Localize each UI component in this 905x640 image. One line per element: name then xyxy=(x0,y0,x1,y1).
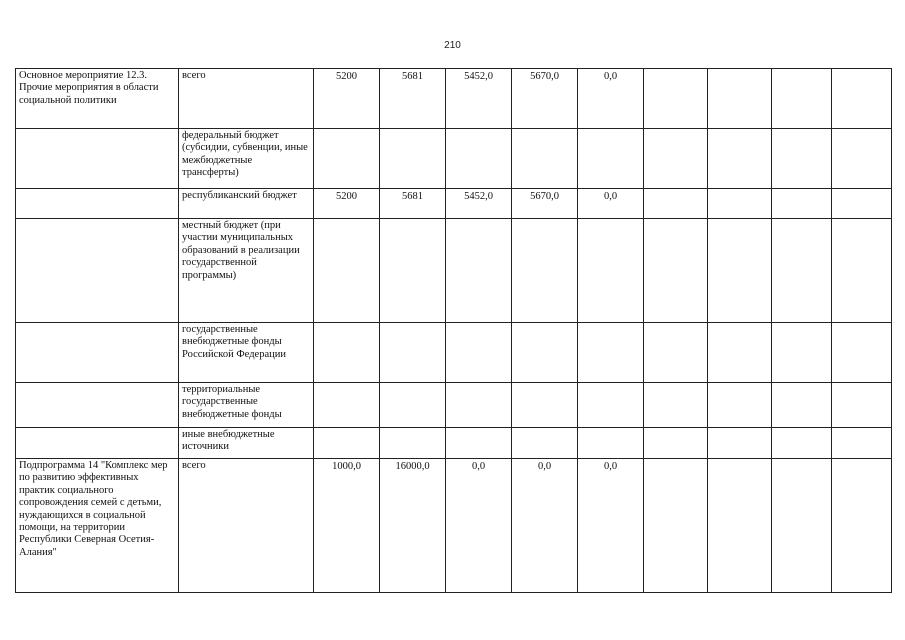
value-cell: 5452,0 xyxy=(446,189,512,219)
funding-source-cell: республиканский бюджет xyxy=(179,189,314,219)
program-name-cell xyxy=(16,129,179,189)
value-cell xyxy=(644,428,708,459)
table-row xyxy=(16,383,892,428)
value-cell: 1000,0 xyxy=(314,459,380,593)
value-cell xyxy=(380,129,446,189)
table-row xyxy=(16,428,892,459)
budget-table xyxy=(15,68,892,593)
value-cell xyxy=(644,69,708,129)
value-cell xyxy=(708,219,772,323)
value-cell xyxy=(446,129,512,189)
value-cell xyxy=(832,69,892,129)
value-cell xyxy=(446,383,512,428)
table-row xyxy=(16,129,892,189)
value-cell xyxy=(644,323,708,383)
value-cell xyxy=(512,428,578,459)
value-cell xyxy=(644,129,708,189)
value-cell xyxy=(512,219,578,323)
value-cell: 5670,0 xyxy=(512,69,578,129)
value-cell xyxy=(314,323,380,383)
funding-source-cell: иные внебюджетные источники xyxy=(179,428,314,459)
value-cell xyxy=(772,428,832,459)
value-cell xyxy=(772,323,832,383)
value-cell: 5681 xyxy=(380,69,446,129)
value-cell xyxy=(644,459,708,593)
value-cell xyxy=(380,323,446,383)
value-cell xyxy=(644,189,708,219)
value-cell xyxy=(380,383,446,428)
table-row xyxy=(16,219,892,323)
funding-source-cell: всего xyxy=(179,69,314,129)
value-cell xyxy=(708,129,772,189)
value-cell xyxy=(578,383,644,428)
program-name-cell xyxy=(16,219,179,323)
program-name-cell: Подпрограмма 14 "Комплекс мер по развитию эффективных практик социального сопровождения семей с детьми, нуждающихся в социальной помощи, на территории Республики Северная Осетия-Алания" xyxy=(16,459,179,593)
value-cell xyxy=(578,129,644,189)
value-cell xyxy=(512,383,578,428)
value-cell xyxy=(708,323,772,383)
value-cell xyxy=(772,219,832,323)
value-cell: 0,0 xyxy=(512,459,578,593)
value-cell xyxy=(772,69,832,129)
value-cell xyxy=(314,428,380,459)
value-cell xyxy=(644,219,708,323)
value-cell xyxy=(832,323,892,383)
value-cell xyxy=(832,428,892,459)
funding-source-cell: государственные внебюджетные фонды Российской Федерации xyxy=(179,323,314,383)
value-cell xyxy=(446,219,512,323)
funding-source-cell: местный бюджет (при участии муниципальных образований в реализации государственной программы) xyxy=(179,219,314,323)
value-cell xyxy=(380,219,446,323)
table-row xyxy=(16,189,892,219)
value-cell xyxy=(446,428,512,459)
value-cell: 5670,0 xyxy=(512,189,578,219)
value-cell xyxy=(314,219,380,323)
value-cell xyxy=(708,428,772,459)
value-cell xyxy=(772,189,832,219)
value-cell xyxy=(832,459,892,593)
value-cell: 5200 xyxy=(314,69,380,129)
value-cell xyxy=(578,428,644,459)
value-cell xyxy=(708,189,772,219)
value-cell xyxy=(446,323,512,383)
page-number: 210 xyxy=(444,40,461,51)
value-cell: 0,0 xyxy=(578,459,644,593)
value-cell xyxy=(314,129,380,189)
table-row xyxy=(16,323,892,383)
funding-source-cell: территориальные государственные внебюджетные фонды xyxy=(179,383,314,428)
program-name-cell xyxy=(16,383,179,428)
value-cell xyxy=(772,383,832,428)
value-cell xyxy=(708,459,772,593)
value-cell xyxy=(832,219,892,323)
value-cell: 0,0 xyxy=(446,459,512,593)
value-cell: 5452,0 xyxy=(446,69,512,129)
value-cell xyxy=(512,129,578,189)
program-name-cell xyxy=(16,428,179,459)
value-cell: 5681 xyxy=(380,189,446,219)
value-cell xyxy=(708,69,772,129)
value-cell xyxy=(578,323,644,383)
value-cell xyxy=(832,383,892,428)
table-row xyxy=(16,459,892,593)
funding-source-cell: федеральный бюджет (субсидии, субвенции, иные межбюджетные трансферты) xyxy=(179,129,314,189)
value-cell xyxy=(708,383,772,428)
value-cell xyxy=(772,459,832,593)
value-cell xyxy=(380,428,446,459)
program-name-cell: Основное мероприятие 12.3. Прочие мероприятия в области социальной политики xyxy=(16,69,179,129)
value-cell xyxy=(578,219,644,323)
value-cell: 16000,0 xyxy=(380,459,446,593)
value-cell xyxy=(832,189,892,219)
program-name-cell xyxy=(16,323,179,383)
value-cell: 0,0 xyxy=(578,189,644,219)
program-name-cell xyxy=(16,189,179,219)
funding-source-cell: всего xyxy=(179,459,314,593)
value-cell xyxy=(832,129,892,189)
table-row xyxy=(16,69,892,129)
value-cell xyxy=(772,129,832,189)
value-cell xyxy=(644,383,708,428)
value-cell xyxy=(314,383,380,428)
value-cell xyxy=(512,323,578,383)
value-cell: 5200 xyxy=(314,189,380,219)
value-cell: 0,0 xyxy=(578,69,644,129)
